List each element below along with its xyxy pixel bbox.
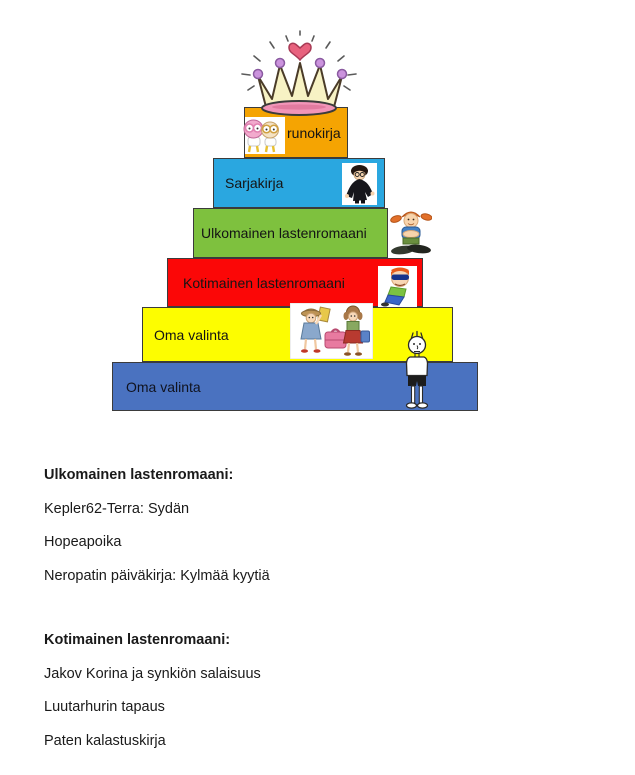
two-girls-with-suitcase-icon [290,303,373,359]
pippi-longstocking-character-icon [390,208,432,256]
tatu-patu-characters-icon [239,116,285,154]
harry-potter-character-icon [342,163,377,205]
book-title: Jakov Korina ja synkiön salaisuus [44,665,261,682]
book-title: Neropatin päiväkirja: Kylmää kyytiä [44,567,270,584]
pyramid-level-ulkomainen [193,208,388,258]
princess-crown-icon [236,30,362,118]
pyramid-level-label: Kotimainen lastenromaani [183,274,345,291]
book-title: Hopeapoika [44,534,122,550]
book-title: Paten kalastuskirja [44,732,166,749]
pyramid-level-label: Oma valinta [154,326,229,343]
ulkomainen-book-list [44,466,270,600]
book-list-heading: Kotimainen lastenromaani: [44,632,231,648]
pyramid-level-label: Oma valinta [126,378,201,395]
kotimainen-book-list [44,631,261,765]
pyramid-level-label: Sarjakirja [225,175,284,191]
risto-rappaaja-character-icon [378,266,417,307]
book-title: Kepler62-Terra: Sydän [44,500,190,517]
book-list-heading: Ulkomainen lastenromaani: [44,467,234,483]
pyramid-level-label: Ulkomainen lastenromaani [201,225,367,241]
wimpy-kid-character-icon [401,330,432,410]
book-title: Luutarhurin tapaus [44,699,165,715]
pyramid-level-label: runokirja [287,124,341,141]
